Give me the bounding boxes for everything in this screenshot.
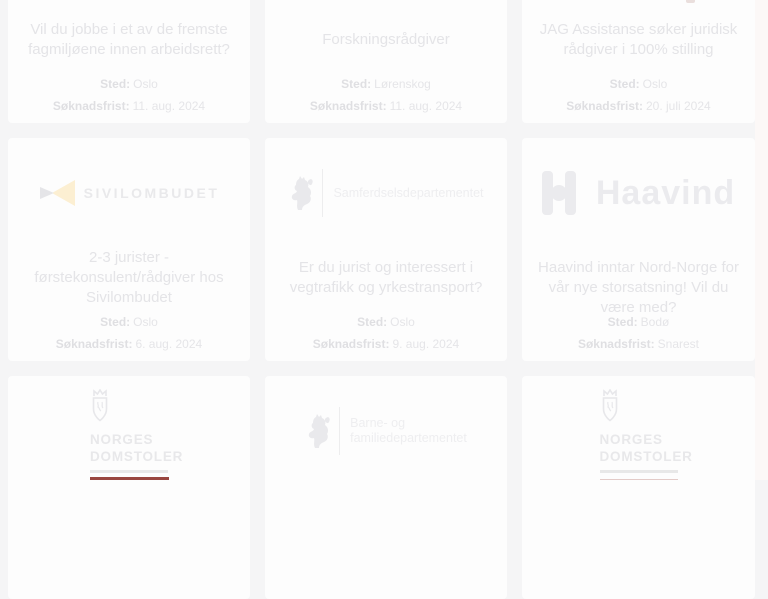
deadline-value: 6. aug. 2024	[135, 337, 203, 351]
employer-logo-haavind	[534, 148, 743, 238]
wordmark-line1: NORGES	[90, 432, 154, 447]
location-label: Sted:	[357, 315, 388, 329]
job-card[interactable]	[265, 376, 507, 599]
wordmark-line2: DOMSTOLER	[599, 449, 693, 464]
job-location	[100, 314, 158, 330]
deadline-value: 11. aug. 2024	[389, 99, 463, 113]
job-card[interactable]	[8, 376, 250, 599]
employer-logo-sivilombudet	[20, 148, 238, 238]
location-value: Oslo	[133, 315, 158, 329]
department-name	[333, 186, 483, 201]
job-deadline	[53, 98, 205, 114]
norges-domstoler-underline	[90, 470, 168, 473]
location-value: Oslo	[133, 77, 158, 91]
logo-divider	[322, 169, 323, 217]
job-card[interactable]	[8, 0, 250, 123]
job-location	[357, 314, 415, 330]
deadline-label: Søknadsfrist:	[52, 99, 130, 113]
department-name-line1: Samferdselsdepartementet	[333, 185, 484, 200]
job-title: Haavind inntar Nord-Norge for vår nye storsatsning! Vil du være med?	[538, 259, 739, 316]
cut-off-logo-remnant	[686, 0, 695, 3]
job-deadline	[310, 98, 462, 114]
norges-domstoler-underline	[600, 470, 678, 473]
logo-divider	[339, 407, 340, 455]
job-deadline	[566, 98, 710, 114]
norges-domstoler-crest-icon	[90, 389, 110, 423]
location-value: Oslo	[642, 77, 668, 91]
deadline-label: Søknadsfrist:	[55, 337, 133, 351]
location-value: Bodø	[640, 315, 670, 329]
location-label: Sted:	[100, 315, 131, 329]
department-name-line2: familiedepartementet	[350, 431, 467, 445]
wordmark-line1: NORGES	[599, 432, 663, 447]
job-title: Forskningsrådgiver	[322, 31, 450, 48]
page-right-strip	[755, 0, 768, 480]
job-card[interactable]	[265, 138, 507, 361]
job-card[interactable]	[265, 0, 507, 123]
government-lion-icon	[305, 413, 331, 449]
job-card-grid	[8, 0, 755, 599]
sivilombudet-arrows-icon	[39, 179, 77, 207]
job-location	[341, 76, 431, 92]
job-location	[610, 76, 668, 92]
location-label: Sted:	[100, 77, 131, 91]
job-card[interactable]	[522, 138, 755, 361]
job-deadline	[56, 336, 202, 352]
job-deadline	[313, 336, 459, 352]
job-deadline	[578, 336, 699, 352]
department-name	[350, 416, 467, 446]
deadline-label: Søknadsfrist:	[577, 337, 655, 351]
deadline-value: 9. aug. 2024	[392, 337, 460, 351]
employer-logo-norges-domstoler	[20, 386, 238, 476]
sivilombudet-wordmark: SIVILOMBUDET	[83, 185, 220, 201]
haavind-mark-icon	[542, 171, 576, 215]
department-name-line1: Barne- og	[350, 416, 406, 430]
employer-logo-norges-domstoler	[534, 386, 743, 476]
deadline-value: 20. juli 2024	[645, 99, 711, 113]
job-card[interactable]	[8, 138, 250, 361]
norges-domstoler-wordmark	[90, 431, 183, 465]
job-card[interactable]	[522, 376, 755, 599]
norges-domstoler-crest-icon	[600, 389, 620, 423]
government-lion-icon	[288, 175, 314, 211]
location-label: Sted:	[607, 315, 638, 329]
job-location	[100, 76, 158, 92]
employer-logo-samferdselsdepartementet	[277, 148, 495, 238]
norges-domstoler-wordmark	[600, 431, 693, 465]
location-label: Sted:	[609, 77, 640, 91]
job-title: JAG Assistanse søker juridisk rådgiver i 100% stilling	[539, 21, 738, 58]
job-title: 2-3 jurister - førstekonsulent/rådgiver hos Sivilombudet	[34, 249, 224, 306]
location-label: Sted:	[341, 77, 372, 91]
location-value: Lørenskog	[374, 77, 431, 91]
location-value: Oslo	[390, 315, 415, 329]
haavind-wordmark: Haavind	[595, 173, 736, 212]
deadline-label: Søknadsfrist:	[566, 99, 643, 113]
deadline-value: Snarest	[657, 337, 700, 351]
deadline-label: Søknadsfrist:	[309, 99, 387, 113]
employer-logo-barne-og-familiedepartementet	[277, 386, 495, 476]
wordmark-line2: DOMSTOLER	[90, 449, 184, 464]
deadline-value: 11. aug. 2024	[132, 99, 206, 113]
job-card[interactable]	[522, 0, 755, 123]
job-title: Vil du jobbe i et av de fremste fagmiljøene innen arbeidsrett?	[28, 21, 230, 58]
job-title: Er du jurist og interessert i vegtrafikk og yrkestransport?	[289, 259, 483, 296]
deadline-label: Søknadsfrist:	[312, 337, 390, 351]
